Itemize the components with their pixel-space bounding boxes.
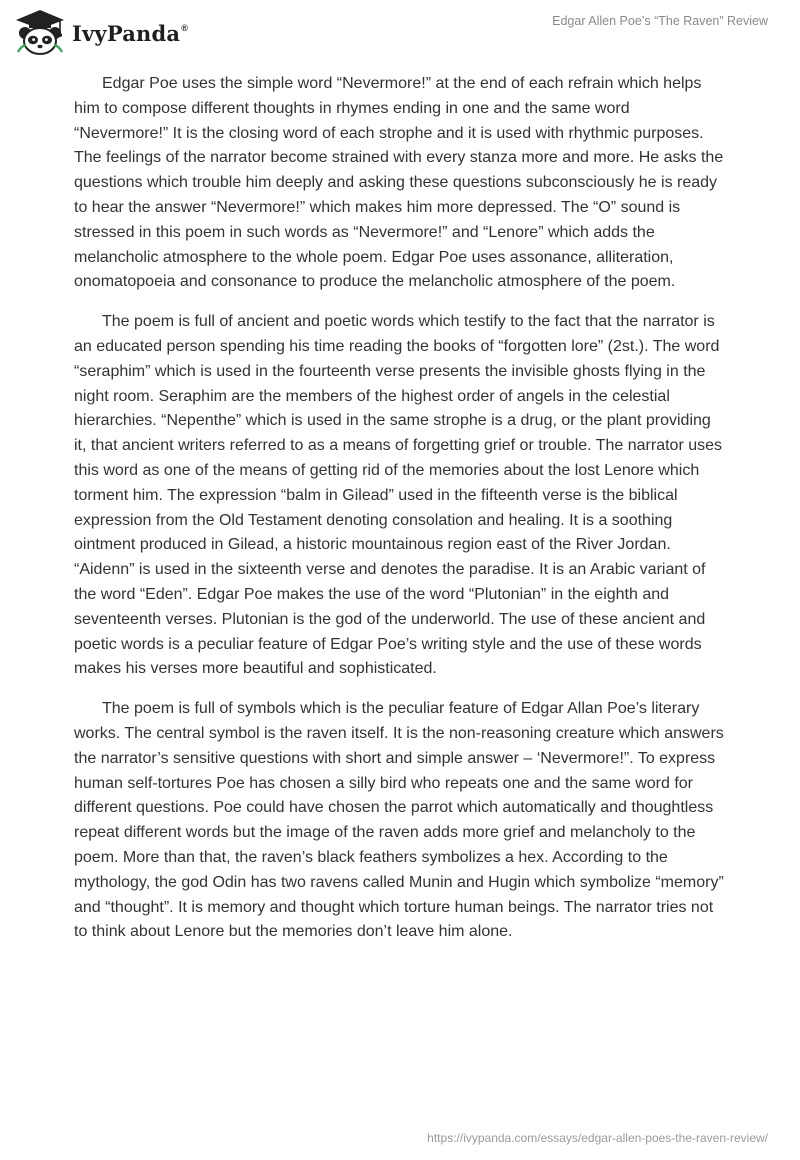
panda-graduate-icon: [14, 8, 66, 56]
document-title: Edgar Allen Poe’s “The Raven” Review: [552, 14, 768, 28]
source-url[interactable]: https://ivypanda.com/essays/edgar-allen-poes-the-raven-review/: [427, 1131, 768, 1145]
brand-name: IvyPanda®: [72, 20, 189, 46]
essay-paragraph: The poem is full of ancient and poetic words which testify to the fact that the narrator is an educated person spending his time reading the books of “forgotten lore” (2st.). The word “seraphim” which is used in the fourteenth verse presents the invisible ghosts flying in the night room. Seraphim are the members of the highest order of angels in the celestial hierarchies. “Nepenthe” which is used in the same strophe is a drug, or the plant providing it, that ancient writers referred to as a means of forgetting grief or trouble. The narrator uses this word as one of the means of getting rid of the memories about the lost Lenore which torment him. The expression “balm in Gilead” used in the fifteenth verse is the biblical expression from the Old Testament denoting consolation and healing. It is a soothing ointment produced in Gilead, a historic mountainous region east of the River Jordan. “Aidenn” is used in the sixteenth verse and denotes the paradise. It is an Arabic variant of the word “Eden”. Edgar Poe makes the use of the word “Plutonian” in the eighth and seventeenth verses. Plutonian is the god of the underworld. The use of these ancient and poetic words is a peculiar feature of Edgar Poe’s writing style and the use of these words makes his verses more beautiful and sophisticated.: [74, 313, 723, 678]
brand-logo[interactable]: [14, 8, 188, 56]
essay-paragraph: The poem is full of symbols which is the peculiar feature of Edgar Allan Poe’s literary works. The central symbol is the raven itself. It is the non-reasoning creature which answers the narrator’s sensitive questions with short and simple answer – ‘Nevermore!”. To express human self-tortures Poe has chosen a silly bird who repeats one and the same word for different questions. Poe could have chosen the parrot which automatically and thoughtless repeat different words but the image of the raven adds more grief and melancholy to the poem. More than that, the raven’s black feathers symbolizes a hex. According to the mythology, the god Odin has two ravens called Munin and Hugin which symbolize “memory” and “thought”. It is memory and thought which torture human beings. The narrator tries not to think about Lenore but the memories don’t leave him alone.: [74, 700, 724, 941]
essay-paragraph: Edgar Poe uses the simple word “Nevermore!” at the end of each refrain which helps him to compose different thoughts in rhymes ending in one and the same word “Nevermore!” It is the closing word of each strophe and it is used with rhythmic purposes. The feelings of the narrator become strained with every stanza more and more. He asks the questions which trouble him deeply and asking these questions subconsciously he is ready to hear the answer “Nevermore!” which makes him more depressed. The “O” sound is stressed in this poem in such words as “Nevermore!” and “Lenore” which adds the melancholic atmosphere to the whole poem. Edgar Poe uses assonance, alliteration, onomatopoeia and consonance to produce the melancholic atmosphere of the poem.: [74, 75, 724, 291]
registered-mark: ®: [181, 22, 189, 33]
page-header: [0, 0, 800, 70]
essay-body: [74, 72, 726, 960]
